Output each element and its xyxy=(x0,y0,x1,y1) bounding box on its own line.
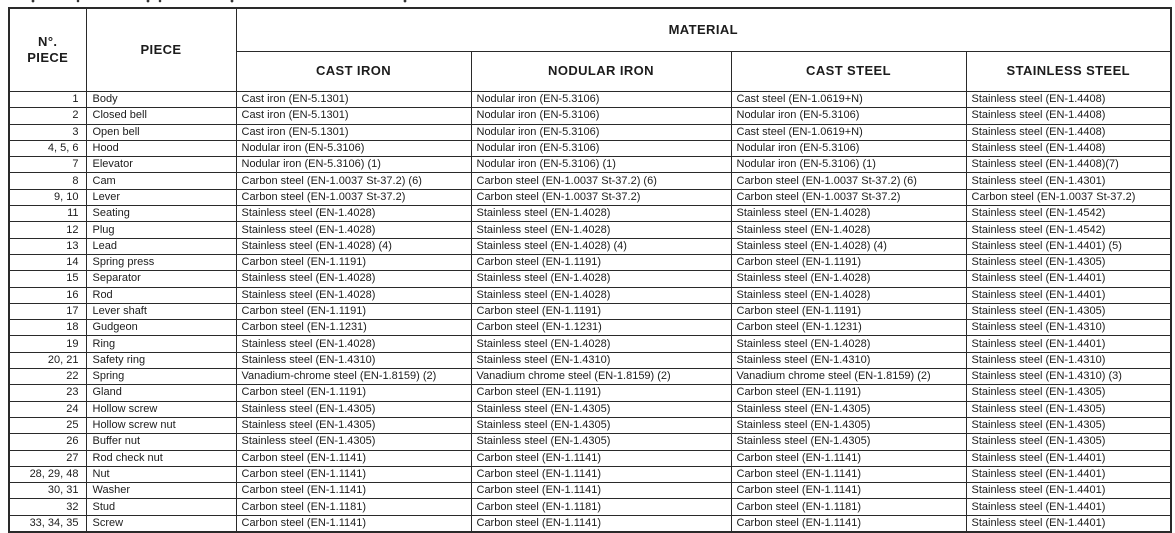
row-number-cell: 25 xyxy=(9,417,86,433)
table-row xyxy=(9,124,1171,140)
material-cell: Carbon steel (EN-1.1191) xyxy=(236,254,471,270)
material-cell: Stainless steel (EN-1.4028) xyxy=(731,287,966,303)
material-cell: Stainless steel (EN-1.4401) xyxy=(966,287,1171,303)
header-cast-iron: CAST IRON xyxy=(236,52,471,92)
table-row xyxy=(9,287,1171,303)
header-cast-steel: CAST STEEL xyxy=(731,52,966,92)
table-row xyxy=(9,206,1171,222)
material-cell: Carbon steel (EN-1.1181) xyxy=(471,499,731,515)
material-cell: Stainless steel (EN-1.4028) xyxy=(236,206,471,222)
material-cell: Stainless steel (EN-1.4401) xyxy=(966,336,1171,352)
material-cell: Nodular iron (EN-5.3106) (1) xyxy=(236,157,471,173)
piece-name-cell: Nut xyxy=(86,466,236,482)
row-number-cell: 33, 34, 35 xyxy=(9,515,86,532)
table-row xyxy=(9,320,1171,336)
table-row xyxy=(9,466,1171,482)
parts-material-table xyxy=(8,7,1172,533)
piece-name-cell: Hollow screw xyxy=(86,401,236,417)
row-number-cell: 13 xyxy=(9,238,86,254)
table-row xyxy=(9,92,1171,108)
piece-name-cell: Hood xyxy=(86,140,236,156)
material-cell: Nodular iron (EN-5.3106) (1) xyxy=(471,157,731,173)
material-cell: Cast steel (EN-1.0619+N) xyxy=(731,124,966,140)
header-stainless-steel: STAINLESS STEEL xyxy=(966,52,1171,92)
piece-name-cell: Lever xyxy=(86,189,236,205)
material-cell: Stainless steel (EN-1.4408) xyxy=(966,140,1171,156)
row-number-cell: 26 xyxy=(9,434,86,450)
row-number-cell: 1 xyxy=(9,92,86,108)
piece-name-cell: Open bell xyxy=(86,124,236,140)
table-row xyxy=(9,401,1171,417)
material-cell: Carbon steel (EN-1.1141) xyxy=(236,515,471,532)
material-cell: Carbon steel (EN-1.0037 St-37.2) (6) xyxy=(236,173,471,189)
material-cell: Carbon steel (EN-1.1191) xyxy=(731,385,966,401)
piece-name-cell: Ring xyxy=(86,336,236,352)
material-cell: Nodular iron (EN-5.3106) xyxy=(236,140,471,156)
material-cell: Stainless steel (EN-1.4408) xyxy=(966,124,1171,140)
material-cell: Carbon steel (EN-1.1141) xyxy=(731,450,966,466)
table-row xyxy=(9,222,1171,238)
material-cell: Nodular iron (EN-5.3106) xyxy=(471,124,731,140)
table-row xyxy=(9,157,1171,173)
piece-name-cell: Spring xyxy=(86,369,236,385)
material-cell: Carbon steel (EN-1.1141) xyxy=(471,450,731,466)
material-cell: Nodular iron (EN-5.3106) xyxy=(731,140,966,156)
material-cell: Carbon steel (EN-1.1141) xyxy=(471,515,731,532)
row-number-cell: 2 xyxy=(9,108,86,124)
row-number-cell: 30, 31 xyxy=(9,483,86,499)
table-row xyxy=(9,369,1171,385)
material-cell: Stainless steel (EN-1.4305) xyxy=(966,434,1171,450)
material-cell: Stainless steel (EN-1.4408)(7) xyxy=(966,157,1171,173)
piece-name-cell: Cam xyxy=(86,173,236,189)
header-material: MATERIAL xyxy=(236,8,1171,52)
material-cell: Cast iron (EN-5.1301) xyxy=(236,92,471,108)
table-row xyxy=(9,254,1171,270)
table-row xyxy=(9,271,1171,287)
material-cell: Stainless steel (EN-1.4401) xyxy=(966,515,1171,532)
material-cell: Stainless steel (EN-1.4305) xyxy=(966,417,1171,433)
material-cell: Stainless steel (EN-1.4028) xyxy=(236,336,471,352)
table-row xyxy=(9,336,1171,352)
material-cell: Stainless steel (EN-1.4028) xyxy=(236,271,471,287)
material-cell: Stainless steel (EN-1.4305) xyxy=(966,303,1171,319)
material-cell: Stainless steel (EN-1.4305) xyxy=(471,434,731,450)
material-cell: Stainless steel (EN-1.4305) xyxy=(966,401,1171,417)
piece-name-cell: Separator xyxy=(86,271,236,287)
header-no-piece-line1: N°. xyxy=(38,33,58,49)
material-cell: Stainless steel (EN-1.4305) xyxy=(966,385,1171,401)
material-cell: Vanadium chrome steel (EN-1.8159) (2) xyxy=(471,369,731,385)
material-cell: Nodular iron (EN-5.3106) xyxy=(471,140,731,156)
table-row xyxy=(9,189,1171,205)
piece-name-cell: Hollow screw nut xyxy=(86,417,236,433)
row-number-cell: 32 xyxy=(9,499,86,515)
material-cell: Stainless steel (EN-1.4305) xyxy=(731,434,966,450)
table-row xyxy=(9,352,1171,368)
piece-name-cell: Elevator xyxy=(86,157,236,173)
material-cell: Nodular iron (EN-5.3106) xyxy=(471,92,731,108)
material-cell: Nodular iron (EN-5.3106) xyxy=(471,108,731,124)
material-cell: Stainless steel (EN-1.4028) xyxy=(471,336,731,352)
row-number-cell: 14 xyxy=(9,254,86,270)
row-number-cell: 4, 5, 6 xyxy=(9,140,86,156)
material-cell: Stainless steel (EN-1.4408) xyxy=(966,92,1171,108)
table-row xyxy=(9,434,1171,450)
row-number-cell: 12 xyxy=(9,222,86,238)
material-cell: Stainless steel (EN-1.4028) xyxy=(471,271,731,287)
piece-name-cell: Closed bell xyxy=(86,108,236,124)
row-number-cell: 20, 21 xyxy=(9,352,86,368)
material-cell: Carbon steel (EN-1.1191) xyxy=(471,385,731,401)
piece-name-cell: Stud xyxy=(86,499,236,515)
table-row xyxy=(9,515,1171,532)
material-cell: Stainless steel (EN-1.4305) xyxy=(731,401,966,417)
material-cell: Carbon steel (EN-1.1141) xyxy=(471,483,731,499)
material-cell: Stainless steel (EN-1.4310) xyxy=(471,352,731,368)
material-cell: Carbon steel (EN-1.1141) xyxy=(731,483,966,499)
material-cell: Stainless steel (EN-1.4305) xyxy=(966,254,1171,270)
clipped-text-fragment xyxy=(0,0,1175,6)
piece-name-cell: Gudgeon xyxy=(86,320,236,336)
material-cell: Carbon steel (EN-1.1141) xyxy=(236,450,471,466)
table-row xyxy=(9,140,1171,156)
material-cell: Stainless steel (EN-1.4301) xyxy=(966,173,1171,189)
material-cell: Stainless steel (EN-1.4310) xyxy=(236,352,471,368)
row-number-cell: 3 xyxy=(9,124,86,140)
table-row xyxy=(9,303,1171,319)
material-cell: Carbon steel (EN-1.1181) xyxy=(236,499,471,515)
header-piece: PIECE xyxy=(86,8,236,92)
piece-name-cell: Seating xyxy=(86,206,236,222)
header-no-piece-line2: PIECE xyxy=(27,50,69,65)
material-cell: Stainless steel (EN-1.4028) (4) xyxy=(731,238,966,254)
material-cell: Carbon steel (EN-1.0037 St-37.2) xyxy=(966,189,1171,205)
material-cell: Carbon steel (EN-1.0037 St-37.2) xyxy=(731,189,966,205)
material-cell: Stainless steel (EN-1.4401) (5) xyxy=(966,238,1171,254)
material-cell: Stainless steel (EN-1.4028) xyxy=(731,336,966,352)
material-cell: Stainless steel (EN-1.4401) xyxy=(966,499,1171,515)
piece-name-cell: Safety ring xyxy=(86,352,236,368)
row-number-cell: 28, 29, 48 xyxy=(9,466,86,482)
material-cell: Stainless steel (EN-1.4310) (3) xyxy=(966,369,1171,385)
piece-name-cell: Lead xyxy=(86,238,236,254)
material-cell: Stainless steel (EN-1.4028) xyxy=(471,206,731,222)
row-number-cell: 22 xyxy=(9,369,86,385)
piece-name-cell: Rod xyxy=(86,287,236,303)
row-number-cell: 24 xyxy=(9,401,86,417)
material-cell: Carbon steel (EN-1.1141) xyxy=(236,466,471,482)
material-cell: Vanadium chrome steel (EN-1.8159) (2) xyxy=(731,369,966,385)
material-cell: Carbon steel (EN-1.0037 St-37.2) xyxy=(471,189,731,205)
material-cell: Carbon steel (EN-1.1191) xyxy=(731,303,966,319)
row-number-cell: 8 xyxy=(9,173,86,189)
table-row xyxy=(9,238,1171,254)
piece-name-cell: Washer xyxy=(86,483,236,499)
material-cell: Stainless steel (EN-1.4542) xyxy=(966,222,1171,238)
material-cell: Stainless steel (EN-1.4028) xyxy=(731,206,966,222)
material-cell: Carbon steel (EN-1.1141) xyxy=(236,483,471,499)
material-cell: Stainless steel (EN-1.4028) xyxy=(236,287,471,303)
material-cell: Stainless steel (EN-1.4028) xyxy=(471,222,731,238)
row-number-cell: 23 xyxy=(9,385,86,401)
material-cell: Stainless steel (EN-1.4310) xyxy=(966,352,1171,368)
table-row xyxy=(9,108,1171,124)
table-row xyxy=(9,173,1171,189)
material-cell: Carbon steel (EN-1.1191) xyxy=(236,303,471,319)
material-cell: Stainless steel (EN-1.4028) (4) xyxy=(471,238,731,254)
material-cell: Nodular iron (EN-5.3106) xyxy=(731,108,966,124)
piece-name-cell: Rod check nut xyxy=(86,450,236,466)
material-cell: Stainless steel (EN-1.4401) xyxy=(966,450,1171,466)
material-cell: Stainless steel (EN-1.4401) xyxy=(966,271,1171,287)
row-number-cell: 9, 10 xyxy=(9,189,86,205)
row-number-cell: 27 xyxy=(9,450,86,466)
material-cell: Stainless steel (EN-1.4028) xyxy=(731,271,966,287)
material-cell: Carbon steel (EN-1.0037 St-37.2) (6) xyxy=(471,173,731,189)
piece-name-cell: Screw xyxy=(86,515,236,532)
row-number-cell: 11 xyxy=(9,206,86,222)
piece-name-cell: Body xyxy=(86,92,236,108)
table-row xyxy=(9,483,1171,499)
material-cell: Carbon steel (EN-1.0037 St-37.2) xyxy=(236,189,471,205)
material-cell: Carbon steel (EN-1.0037 St-37.2) (6) xyxy=(731,173,966,189)
material-cell: Stainless steel (EN-1.4408) xyxy=(966,108,1171,124)
table-row xyxy=(9,450,1171,466)
material-cell: Carbon steel (EN-1.1191) xyxy=(471,303,731,319)
piece-name-cell: Plug xyxy=(86,222,236,238)
table-row xyxy=(9,417,1171,433)
material-cell: Stainless steel (EN-1.4305) xyxy=(471,417,731,433)
piece-name-cell: Buffer nut xyxy=(86,434,236,450)
material-cell: Stainless steel (EN-1.4305) xyxy=(236,401,471,417)
row-number-cell: 18 xyxy=(9,320,86,336)
material-cell: Stainless steel (EN-1.4305) xyxy=(236,434,471,450)
material-cell: Carbon steel (EN-1.1231) xyxy=(471,320,731,336)
material-cell: Stainless steel (EN-1.4028) xyxy=(236,222,471,238)
material-cell: Carbon steel (EN-1.1191) xyxy=(731,254,966,270)
material-cell: Cast steel (EN-1.0619+N) xyxy=(731,92,966,108)
piece-name-cell: Spring press xyxy=(86,254,236,270)
material-cell: Carbon steel (EN-1.1191) xyxy=(236,385,471,401)
material-cell: Stainless steel (EN-1.4542) xyxy=(966,206,1171,222)
table-row xyxy=(9,385,1171,401)
table-row xyxy=(9,499,1171,515)
material-cell: Carbon steel (EN-1.1141) xyxy=(731,515,966,532)
material-cell: Carbon steel (EN-1.1181) xyxy=(731,499,966,515)
piece-name-cell: Lever shaft xyxy=(86,303,236,319)
material-cell: Cast iron (EN-5.1301) xyxy=(236,108,471,124)
row-number-cell: 19 xyxy=(9,336,86,352)
material-cell: Nodular iron (EN-5.3106) (1) xyxy=(731,157,966,173)
material-cell: Carbon steel (EN-1.1141) xyxy=(731,466,966,482)
header-no-piece xyxy=(9,8,86,92)
material-cell: Stainless steel (EN-1.4305) xyxy=(731,417,966,433)
row-number-cell: 16 xyxy=(9,287,86,303)
material-cell: Cast iron (EN-5.1301) xyxy=(236,124,471,140)
row-number-cell: 15 xyxy=(9,271,86,287)
row-number-cell: 7 xyxy=(9,157,86,173)
material-cell: Carbon steel (EN-1.1231) xyxy=(731,320,966,336)
material-cell: Vanadium-chrome steel (EN-1.8159) (2) xyxy=(236,369,471,385)
material-cell: Stainless steel (EN-1.4310) xyxy=(731,352,966,368)
material-cell: Stainless steel (EN-1.4310) xyxy=(966,320,1171,336)
material-cell: Stainless steel (EN-1.4401) xyxy=(966,483,1171,499)
row-number-cell: 17 xyxy=(9,303,86,319)
material-cell: Stainless steel (EN-1.4028) xyxy=(731,222,966,238)
material-cell: Stainless steel (EN-1.4401) xyxy=(966,466,1171,482)
material-cell: Stainless steel (EN-1.4305) xyxy=(236,417,471,433)
material-cell: Stainless steel (EN-1.4305) xyxy=(471,401,731,417)
material-cell: Carbon steel (EN-1.1191) xyxy=(471,254,731,270)
material-cell: Stainless steel (EN-1.4028) xyxy=(471,287,731,303)
material-cell: Carbon steel (EN-1.1231) xyxy=(236,320,471,336)
header-nodular-iron: NODULAR IRON xyxy=(471,52,731,92)
piece-name-cell: Gland xyxy=(86,385,236,401)
material-cell: Stainless steel (EN-1.4028) (4) xyxy=(236,238,471,254)
material-cell: Carbon steel (EN-1.1141) xyxy=(471,466,731,482)
